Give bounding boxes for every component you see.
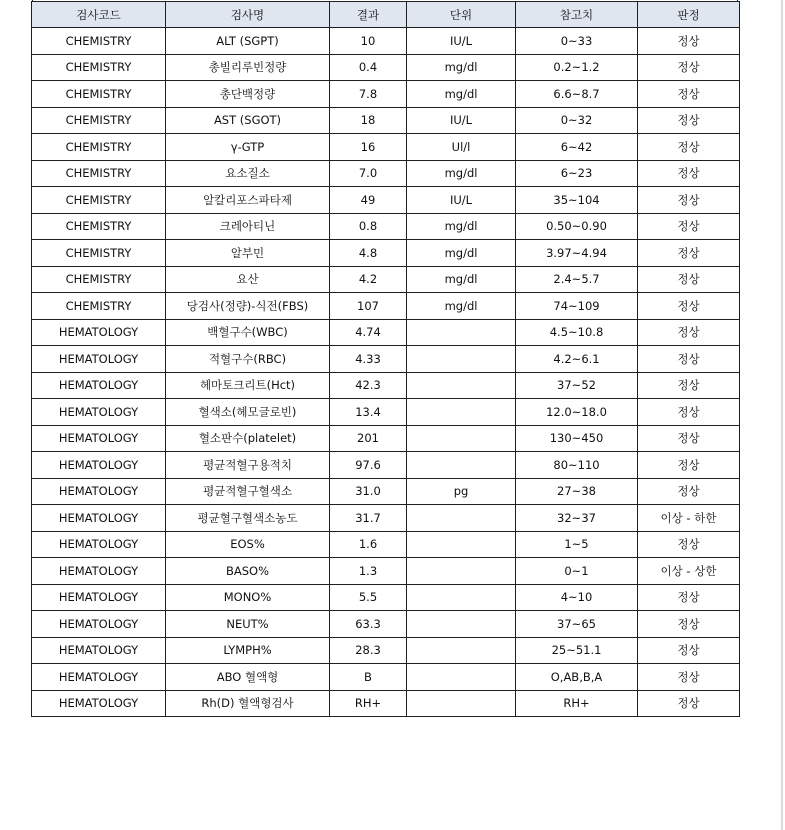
result-cell: 42.3 (330, 372, 407, 399)
test-code-cell: HEMATOLOGY (32, 346, 166, 373)
test-code-cell: HEMATOLOGY (32, 690, 166, 717)
unit-cell: IU/L (407, 187, 516, 214)
result-cell: 0.8 (330, 213, 407, 240)
reference-range-cell: 27~38 (516, 478, 638, 505)
table-row (32, 425, 740, 452)
reference-range-cell: 6.6~8.7 (516, 81, 638, 108)
result-cell: 7.0 (330, 160, 407, 187)
reference-range-cell: 4.5~10.8 (516, 319, 638, 346)
test-code-cell: HEMATOLOGY (32, 372, 166, 399)
judgment-cell: 이상 - 상한 (638, 558, 740, 585)
result-cell: 31.7 (330, 505, 407, 532)
judgment-cell: 정상 (638, 319, 740, 346)
judgment-cell: 정상 (638, 690, 740, 717)
result-cell: 4.2 (330, 266, 407, 293)
reference-range-cell: 6~42 (516, 134, 638, 161)
result-cell: 63.3 (330, 611, 407, 638)
unit-cell: mg/dl (407, 54, 516, 81)
header-test-name: 검사명 (166, 2, 330, 28)
reference-range-cell: 35~104 (516, 187, 638, 214)
test-code-cell: CHEMISTRY (32, 187, 166, 214)
unit-cell: mg/dl (407, 240, 516, 267)
page-edge (781, 0, 783, 830)
test-name-cell: 알부민 (166, 240, 330, 267)
result-cell: 1.6 (330, 531, 407, 558)
test-name-cell: 평균혈구혈색소농도 (166, 505, 330, 532)
reference-range-cell: O,AB,B,A (516, 664, 638, 691)
test-name-cell: γ-GTP (166, 134, 330, 161)
test-code-cell: CHEMISTRY (32, 213, 166, 240)
test-name-cell: NEUT% (166, 611, 330, 638)
reference-range-cell: 6~23 (516, 160, 638, 187)
test-code-cell: CHEMISTRY (32, 160, 166, 187)
result-cell: 107 (330, 293, 407, 320)
result-cell: 28.3 (330, 637, 407, 664)
header-reference-range: 참고치 (516, 2, 638, 28)
reference-range-cell: 80~110 (516, 452, 638, 479)
reference-range-cell: 32~37 (516, 505, 638, 532)
result-cell: 0.4 (330, 54, 407, 81)
unit-cell: IU/L (407, 28, 516, 55)
reference-range-cell: 0~1 (516, 558, 638, 585)
reference-range-cell: 4.2~6.1 (516, 346, 638, 373)
unit-cell: pg (407, 478, 516, 505)
reference-range-cell: 3.97~4.94 (516, 240, 638, 267)
test-code-cell: CHEMISTRY (32, 293, 166, 320)
unit-cell (407, 346, 516, 373)
table-row (32, 319, 740, 346)
test-code-cell: HEMATOLOGY (32, 319, 166, 346)
test-name-cell: Rh(D) 혈액형검사 (166, 690, 330, 717)
judgment-cell: 정상 (638, 372, 740, 399)
reference-range-cell: 37~65 (516, 611, 638, 638)
test-code-cell: CHEMISTRY (32, 266, 166, 293)
unit-cell: IU/L (407, 107, 516, 134)
unit-cell: mg/dl (407, 81, 516, 108)
unit-cell (407, 531, 516, 558)
table-row (32, 346, 740, 373)
result-cell: 5.5 (330, 584, 407, 611)
test-name-cell: 당검사(정량)-식전(FBS) (166, 293, 330, 320)
judgment-cell: 정상 (638, 81, 740, 108)
test-name-cell: 헤마토크리트(Hct) (166, 372, 330, 399)
result-cell: 1.3 (330, 558, 407, 585)
reference-range-cell: 74~109 (516, 293, 638, 320)
judgment-cell: 이상 - 하한 (638, 505, 740, 532)
unit-cell: mg/dl (407, 266, 516, 293)
table-row (32, 81, 740, 108)
unit-cell: mg/dl (407, 213, 516, 240)
unit-cell (407, 319, 516, 346)
reference-range-cell: 25~51.1 (516, 637, 638, 664)
test-code-cell: CHEMISTRY (32, 81, 166, 108)
test-name-cell: 총단백정량 (166, 81, 330, 108)
test-name-cell: 요소질소 (166, 160, 330, 187)
test-code-cell: CHEMISTRY (32, 28, 166, 55)
test-code-cell: HEMATOLOGY (32, 425, 166, 452)
test-code-cell: CHEMISTRY (32, 240, 166, 267)
judgment-cell: 정상 (638, 293, 740, 320)
result-cell: 7.8 (330, 81, 407, 108)
test-code-cell: HEMATOLOGY (32, 558, 166, 585)
result-cell: 18 (330, 107, 407, 134)
judgment-cell: 정상 (638, 266, 740, 293)
reference-range-cell: 4~10 (516, 584, 638, 611)
table-row (32, 240, 740, 267)
judgment-cell: 정상 (638, 160, 740, 187)
result-cell: 16 (330, 134, 407, 161)
test-name-cell: 평균적혈구혈색소 (166, 478, 330, 505)
judgment-cell: 정상 (638, 611, 740, 638)
table-body (32, 28, 740, 717)
test-code-cell: CHEMISTRY (32, 107, 166, 134)
table-row (32, 505, 740, 532)
table-row (32, 611, 740, 638)
test-code-cell: HEMATOLOGY (32, 637, 166, 664)
reference-range-cell: 1~5 (516, 531, 638, 558)
test-code-cell: CHEMISTRY (32, 134, 166, 161)
table-row (32, 187, 740, 214)
reference-range-cell: 130~450 (516, 425, 638, 452)
result-cell: 31.0 (330, 478, 407, 505)
header-unit: 단위 (407, 2, 516, 28)
unit-cell (407, 505, 516, 532)
table-row (32, 107, 740, 134)
unit-cell (407, 664, 516, 691)
table-row (32, 637, 740, 664)
judgment-cell: 정상 (638, 637, 740, 664)
unit-cell (407, 611, 516, 638)
test-name-cell: LYMPH% (166, 637, 330, 664)
test-code-cell: HEMATOLOGY (32, 478, 166, 505)
test-name-cell: 요산 (166, 266, 330, 293)
test-code-cell: HEMATOLOGY (32, 505, 166, 532)
test-name-cell: EOS% (166, 531, 330, 558)
table-row (32, 293, 740, 320)
unit-cell: Ul/l (407, 134, 516, 161)
table-row (32, 664, 740, 691)
test-code-cell: CHEMISTRY (32, 54, 166, 81)
judgment-cell: 정상 (638, 213, 740, 240)
header-test-code: 검사코드 (32, 2, 166, 28)
result-cell: 4.33 (330, 346, 407, 373)
result-cell: 201 (330, 425, 407, 452)
unit-cell (407, 690, 516, 717)
test-name-cell: 총빌리루빈정량 (166, 54, 330, 81)
table-row (32, 134, 740, 161)
result-cell: RH+ (330, 690, 407, 717)
header-judgment: 판정 (638, 2, 740, 28)
unit-cell (407, 558, 516, 585)
table-row (32, 399, 740, 426)
test-name-cell: 알칼리포스파타제 (166, 187, 330, 214)
table-row (32, 478, 740, 505)
reference-range-cell: 0~33 (516, 28, 638, 55)
result-cell: 10 (330, 28, 407, 55)
reference-range-cell: RH+ (516, 690, 638, 717)
table-row (32, 531, 740, 558)
judgment-cell: 정상 (638, 425, 740, 452)
lab-results-table (31, 1, 740, 717)
judgment-cell: 정상 (638, 399, 740, 426)
table-row (32, 213, 740, 240)
judgment-cell: 정상 (638, 584, 740, 611)
reference-range-cell: 0.50~0.90 (516, 213, 638, 240)
test-code-cell: HEMATOLOGY (32, 531, 166, 558)
reference-range-cell: 37~52 (516, 372, 638, 399)
unit-cell (407, 425, 516, 452)
table-row (32, 690, 740, 717)
judgment-cell: 정상 (638, 664, 740, 691)
table-header-row (32, 2, 740, 28)
judgment-cell: 정상 (638, 346, 740, 373)
test-name-cell: 혈색소(헤모글로빈) (166, 399, 330, 426)
test-name-cell: 백혈구수(WBC) (166, 319, 330, 346)
judgment-cell: 정상 (638, 54, 740, 81)
judgment-cell: 정상 (638, 452, 740, 479)
table-row (32, 452, 740, 479)
table-row (32, 372, 740, 399)
test-name-cell: ABO 혈액형 (166, 664, 330, 691)
result-cell: 4.8 (330, 240, 407, 267)
judgment-cell: 정상 (638, 134, 740, 161)
test-name-cell: 크레아티닌 (166, 213, 330, 240)
result-cell: 97.6 (330, 452, 407, 479)
result-cell: 49 (330, 187, 407, 214)
test-name-cell: MONO% (166, 584, 330, 611)
test-code-cell: HEMATOLOGY (32, 611, 166, 638)
test-code-cell: HEMATOLOGY (32, 584, 166, 611)
result-cell: 13.4 (330, 399, 407, 426)
test-name-cell: AST (SGOT) (166, 107, 330, 134)
result-cell: 4.74 (330, 319, 407, 346)
table-row (32, 54, 740, 81)
table-row (32, 558, 740, 585)
test-name-cell: 혈소판수(platelet) (166, 425, 330, 452)
judgment-cell: 정상 (638, 240, 740, 267)
judgment-cell: 정상 (638, 28, 740, 55)
unit-cell (407, 584, 516, 611)
header-result: 결과 (330, 2, 407, 28)
unit-cell (407, 399, 516, 426)
unit-cell (407, 452, 516, 479)
unit-cell: mg/dl (407, 293, 516, 320)
table-row (32, 584, 740, 611)
test-code-cell: HEMATOLOGY (32, 664, 166, 691)
test-name-cell: 평균적혈구용적치 (166, 452, 330, 479)
reference-range-cell: 0.2~1.2 (516, 54, 638, 81)
test-code-cell: HEMATOLOGY (32, 452, 166, 479)
test-name-cell: 적혈구수(RBC) (166, 346, 330, 373)
table-row (32, 160, 740, 187)
test-name-cell: ALT (SGPT) (166, 28, 330, 55)
unit-cell (407, 637, 516, 664)
judgment-cell: 정상 (638, 478, 740, 505)
reference-range-cell: 2.4~5.7 (516, 266, 638, 293)
unit-cell: mg/dl (407, 160, 516, 187)
test-name-cell: BASO% (166, 558, 330, 585)
unit-cell (407, 372, 516, 399)
judgment-cell: 정상 (638, 107, 740, 134)
reference-range-cell: 0~32 (516, 107, 638, 134)
result-cell: B (330, 664, 407, 691)
test-code-cell: HEMATOLOGY (32, 399, 166, 426)
table-row (32, 28, 740, 55)
table-row (32, 266, 740, 293)
reference-range-cell: 12.0~18.0 (516, 399, 638, 426)
judgment-cell: 정상 (638, 531, 740, 558)
judgment-cell: 정상 (638, 187, 740, 214)
